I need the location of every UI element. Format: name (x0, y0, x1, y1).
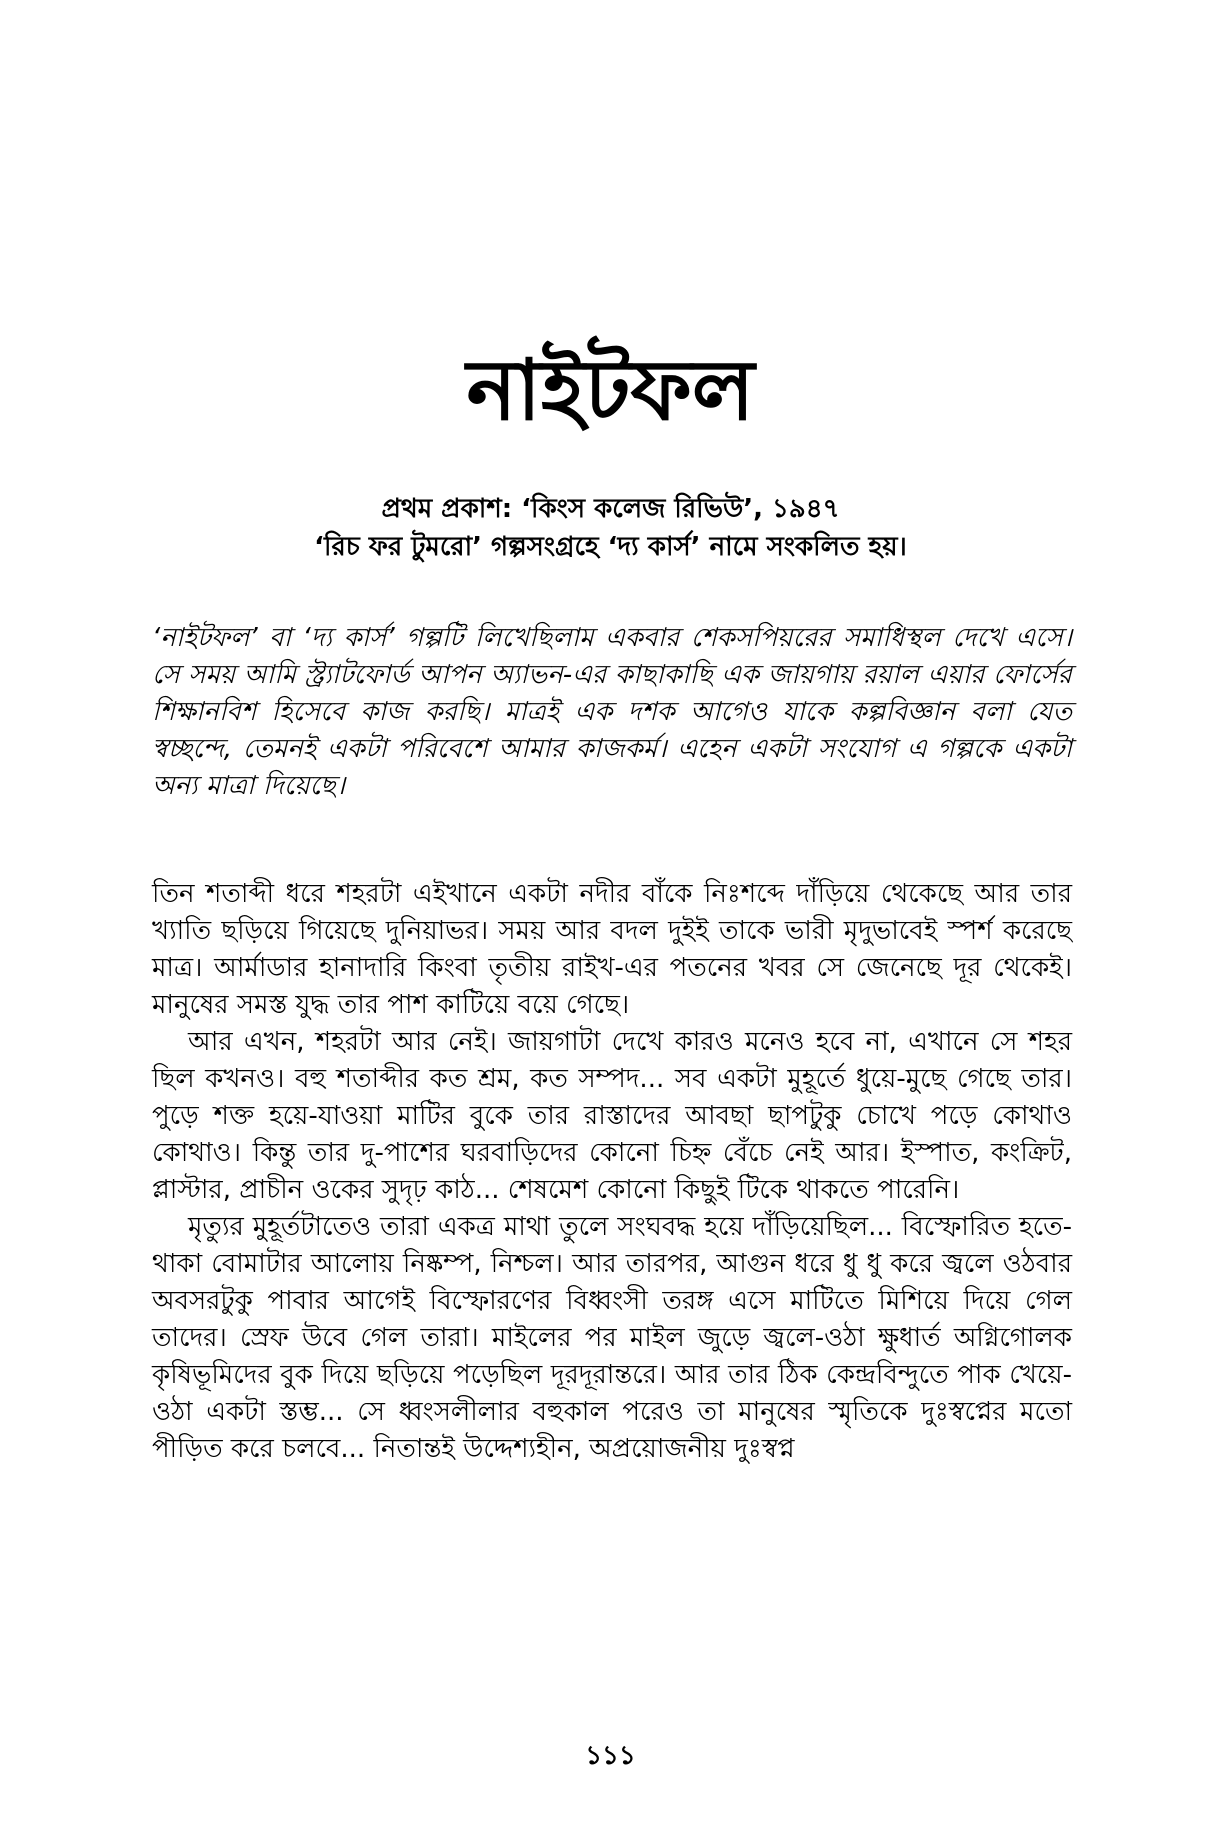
publication-line-second: ‘রিচ ফর টুমরো’ গল্পসংগ্রহে ‘দ্য কার্স’ নামে সংকলিত হয়। (314, 532, 907, 562)
publication-line-first: প্রথম প্রকাশ: ‘কিংস কলেজ রিভিউ’, ১৯৪৭ (381, 494, 840, 524)
body-paragraph: আর এখন, শহরটা আর নেই। জায়গাটা দেখে কারও মনেও হবে না, এখানে সে শহর ছিল কখনও। বহু শতাব্দীর কত শ্রম, কত সম্পদ... সব একটা মুহূর্তে ধুয়ে-মুছে গেছে তার। পুড়ে শক্ত হয়ে-যাওয়া মাটির বুকে তার রাস্তাদের আবছা ছাপটুকু চোখে পড়ে কোথাও কোথাও। কিন্তু তার দু-পাশের ঘরবাড়িদের কোনো চিহ্ন বেঁচে নেই আর। ইস্পাত, কংক্রিট, প্লাস্টার, প্রাচীন ওকের সুদৃঢ় কাঠ... শেষমেশ কোনো কিছুই টিকে থাকতে পারেনি। (152, 1027, 1072, 1205)
chapter-title: নাইটফল (466, 341, 755, 439)
author-preface: ‘নাইটফল’ বা ‘দ্য কার্স’ গল্পটি লিখেছিলাম একবার শেকসপিয়রের সমাধিস্থল দেখে এসে। সে সময় আমি স্ট্র্যাটফোর্ড আপন অ্যাভন-এর কাছাকাছি এক জায়গায় রয়াল এয়ার ফোর্সের শিক্ষানবিশ হিসেবে কাজ করছি। মাত্রই এক দশক আগেও যাকে কল্পবিজ্ঞান বলা যেত স্বচ্ছন্দে, তেমনই একটা পরিবেশে আমার কাজকর্ম। এহেন একটা সংযোগ এ গল্পকে একটা অন্য মাত্রা দিয়েছে। (152, 623, 1072, 801)
body-paragraph: মৃত্যুর মুহূর্তটাতেও তারা একত্র মাথা তুলে সংঘবদ্ধ হয়ে দাঁড়িয়েছিল... বিস্ফোরিত হতে-থাকা বোমাটার আলোয় নিষ্কম্প, নিশ্চল। আর তারপর, আগুন ধরে ধু ধু করে জ্বলে ওঠবার অবসরটুকু পাবার আগেই বিস্ফোরণের বিধ্বংসী তরঙ্গ এসে মাটিতে মিশিয়ে দিয়ে গেল তাদের। স্রেফ উবে গেল তারা। মাইলের পর মাইল জুড়ে জ্বলে-ওঠা ক্ষুধার্ত অগ্নিগোলক কৃষিভূমিদের বুক দিয়ে ছড়িয়ে পড়েছিল দূরদূরান্তরে। আর তার ঠিক কেন্দ্রবিন্দুতে পাক খেয়ে-ওঠা একটা স্তম্ভ... সে ধ্বংসলীলার বহুকাল পরেও তা মানুষের স্মৃতিকে দুঃস্বপ্নের মতো পীড়িত করে চলবে... নিতান্তই উদ্দেশ্যহীন, অপ্রয়োজনীয় দুঃস্বপ্ন (152, 1212, 1072, 1464)
story-body (152, 876, 1072, 1468)
publication-info (150, 490, 1071, 566)
body-paragraph: তিন শতাব্দী ধরে শহরটা এইখানে একটা নদীর বাঁকে নিঃশব্দে দাঁড়িয়ে থেকেছে আর তার খ্যাতি ছড়িয়ে গিয়েছে দুনিয়াভর। সময় আর বদল দুইই তাকে ভারী মৃদুভাবেই স্পর্শ করেছে মাত্র। আর্মাডার হানাদারি কিংবা তৃতীয় রাইখ-এর পতনের খবর সে জেনেছে দূর থেকেই। মানুষের সমস্ত যুদ্ধ তার পাশ কাটিয়ে বয়ে গেছে। (152, 879, 1072, 1020)
page-number: ১১১ (585, 1741, 636, 1771)
